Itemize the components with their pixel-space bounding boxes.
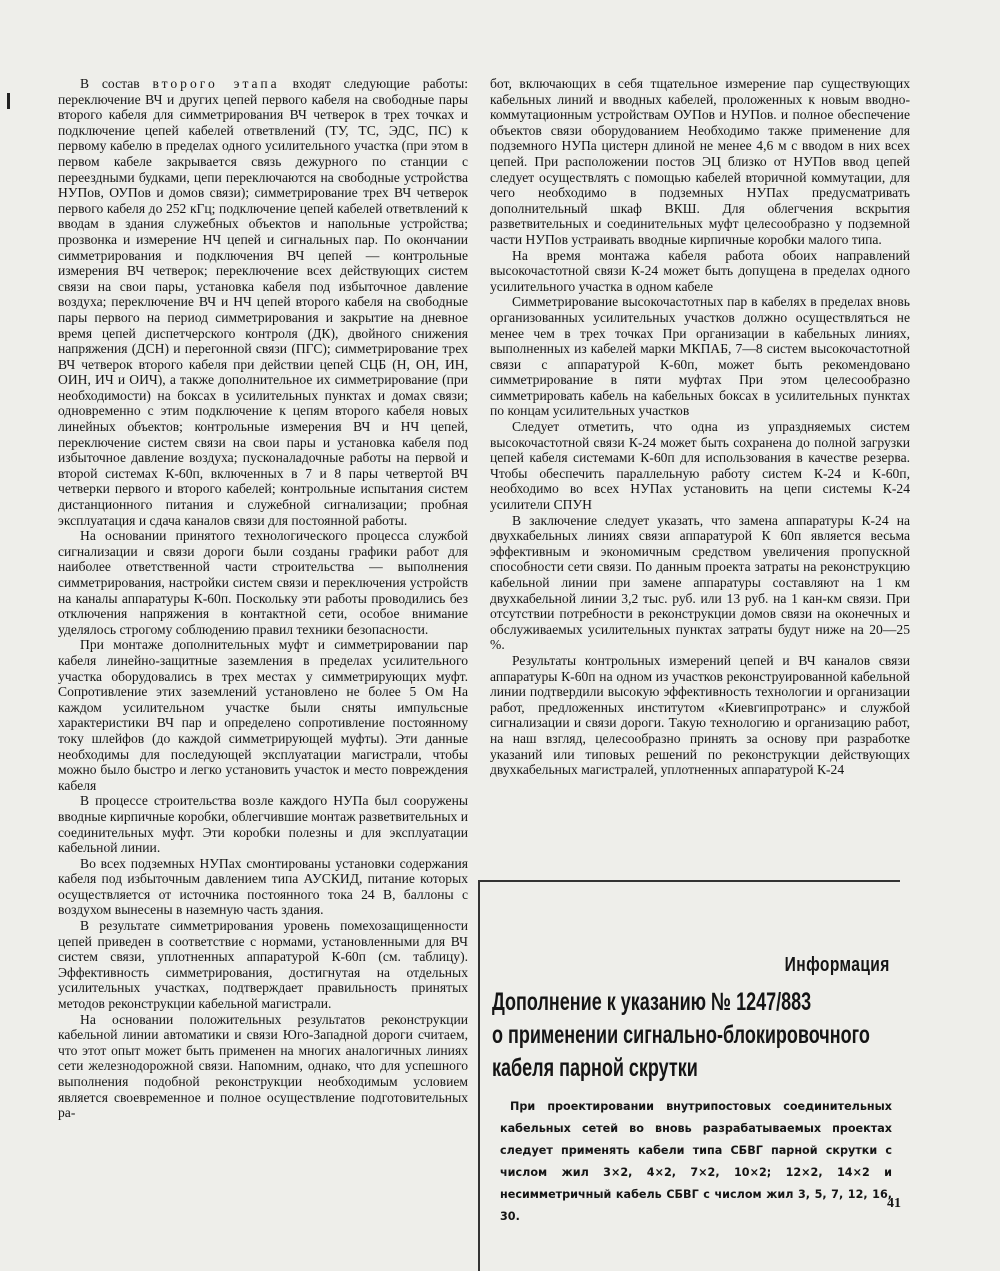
paragraph: Симметрирование высокочастотных пар в кабелях в пределах вновь организованных усилительных участков должно осуществляться не менее чем в трех точках При организации в кабельных линиях, выполненных из кабелей марки МКПАБ, 7—8 систем высокочастотной связи с аппаратурой К-60п, может быть рекомендовано симметрирование в пяти муфтах При этом целесообразно симметрировать кабель на кабельных боксах в усилительных пунктах по концам усилительных участков xyxy=(490,294,910,419)
emphasized-phrase: второго этапа xyxy=(152,76,280,91)
paragraph: В результате симметрирования уровень помехозащищенности цепей приведен в соответствие с нормами, установленными для ВЧ систем связи, уплотненных аппаратурой К-60п (см. таблицу). Эффективность симметрирования, достигнутая на отдельных усилительных участках, подтверждает правильность принятых методов реконструкции кабельной магистрали. xyxy=(58,918,468,1012)
paragraph: На основании положительных результатов реконструкции кабельной линии автоматики и связи Юго-Западной дороги считаем, что этот опыт может быть применен на многих аналогичных линиях сети железнодорожной связи. Напомним, однако, что для успешного выполнения подобной реконструкции необходимым условием является своевременное и полное осуществление подготовительных ра- xyxy=(58,1011,468,1121)
paragraph: Следует отметить, что одна из упраздняемых систем высокочастотной связи К-24 может быть сохранена до полной загрузки цепей кабеля системами К-60п для использования в качестве резерва. Чтобы обеспечить параллельную работу систем К-24 и К-60п, необходимо во всех НУПах установить на цепи системы К-24 усилители СПУН xyxy=(490,419,910,513)
info-headline xyxy=(492,986,895,1085)
paragraph: При монтаже дополнительных муфт и симметрировании пар кабеля линейно-защитные заземления в пределах усилительного участка оборудовались в трех местах у симметрирующих муфт. Сопротивление этих заземлений установлено не более 5 Ом На каждом усилительном участке были сняты импульсные характеристики ВЧ пар и определено сопротивление постоянному току шлейфов (до каждой симметрирующей муфты). Эти данные необходимы для последующей эксплуатации магистрали, чтобы можно было быстро и легко установить участок и место повреждения кабеля xyxy=(58,637,468,793)
paragraph: Результаты контрольных измерений цепей и ВЧ каналов связи аппаратуры К-60п на одном из участков реконструированной кабельной линии подтвердили высокую эффективность технологии и организации работ, предложенных институтом «Киевгипротранс» и службой сигнализации и связи дороги. Такую технологию и организацию работ, на наш взгляд, целесообразно принять за основу при разработке указаний или типовых решений по реконструкции действующих двухкабельных магистралей, уплотненных аппаратурой К-24 xyxy=(490,652,910,778)
headline-line: кабеля парной скрутки xyxy=(492,1054,698,1082)
article-column-left xyxy=(58,76,468,1121)
paragraph: бот, включающих в себя тщательное измерение пар существующих кабельных линий и вводных кабелей, проложенных к новым вводно-коммутационным устройствам ОУПов и НУПов. и полное обеспечение объектов связи оборудованием Необходимо также применение для подземного НУПа цистерн длиной не менее 4,6 м с вводом в них всех цепей. При расположении постов ЭЦ близко от НУПов ввод цепей следует осуществлять с помощью кабелей вторичной коммутации, для чего необходимо в подземных НУПах предусматривать дополнительный шкаф ВКШ. Для облегчения вскрытия разветвительных и соединительных муфт целесообразно у подземной части НУПов устраивать вводные кирпичные коробки малого типа. xyxy=(490,76,910,247)
page-number: 41 xyxy=(887,1196,901,1211)
paragraph: В процессе строительства возле каждого НУПа был сооружены вводные кирпичные коробки, облегчившие монтаж разветвительных и соединительных муфт. Эти коробки полезны и для эксплуатации кабельной линии. xyxy=(58,793,468,856)
paragraph: На основании принятого технологического процесса службой сигнализации и связи дороги были созданы графики работ для наиболее ответственной части строительства — выполнения симметрирования, настройки систем связи и переключения устройств на каналы аппаратуры К-60п. Поскольку эти работы проводились без отключения напряжения в контактной сети, особое внимание уделялось строгому соблюдению правил техники безопасности. xyxy=(58,528,468,637)
paragraph: В состав второго этапа входят следующие работы: переключение ВЧ и других цепей первого кабеля на свободные пары второго кабеля для симметрирования ВЧ четверок в трех точках и подключение цепей кабелей ответвлений (ТУ, ТС, ЭДС, ПС) к первому кабелю в пределах одного усилительного участка (при этом в первом кабеле закрывается связь дежурного по станции с переездными будками, цепи переключаются на свободные устройства НУПов, ОУПов и домов связи); симметрирование трех ВЧ четверок первого кабеля до 252 кГц; подключение цепей кабелей ответвлений к вводам в здания служебных объектов и напольные устройства; прозвонка и измерение НЧ цепей и сигнальных пар. По окончании симметрирования и подключения ВЧ цепей — контрольные измерения ВЧ четверок; переключение всех действующих систем связи на свои пары, установка кабеля под избыточное давление воздуха; переключение ВЧ и НЧ цепей второго кабеля на свободные пары первого на период симметрирования и закрытие на дневное время цепей диспетчерского контроля (ДК), двойного снижения напряжения (ДСН) и перегонной связи (ПГС); симметрирование трех ВЧ четверок второго кабеля при действии цепей СЦБ (Н, ОН, ИН, ОИН, ИЧ и ОИЧ), а также дополнительное их симметрирование (при необходимости) на боксах в усилительных пунктах и домах связи; одновременно с этим подключение к цепям второго кабеля новых линейных объектов; контрольные измерения ВЧ и НЧ цепей, переключение систем связи на свои пары и установка кабеля под избыточное давление воздуха; пусконаладочные работы на первой и второй системах К-60п, включенных в 7 и 8 пары четвертой ВЧ четверки первого и второго кабелей; контрольные испытания систем дистанционного питания и служебной сигнализации; пробная эксплуатация и сдача каналов связи для постоянной работы. xyxy=(58,76,468,528)
paragraph: Во всех подземных НУПах смонтированы установки содержания кабеля под избыточным давлением типа АУСКИД, питание которых осуществляется от источника постоянного тока 24 В, баллоны с воздухом вынесены в наземную часть здания. xyxy=(58,855,468,918)
paragraph: В заключение следует указать, что замена аппаратуры К-24 на двухкабельных линиях связи аппаратурой К 60п является весьма эффективным и экономичным средством увеличения пропускной способности сети связи. По данным проекта затраты на реконструкцию кабельной линии при замене аппаратуры составляют на 1 км двухкабельной линии 3,2 тыс. руб. или 13 руб. на 1 кан-км связи. При отсутствии потребности в реконструкции домов связи на оконечных и обслуживаемых усилительных пунктах затраты будут ниже на 20—25 %. xyxy=(490,512,910,653)
section-label: Информация xyxy=(784,954,890,976)
headline-line: о применении сигнально-блокировочного xyxy=(492,1021,870,1049)
paragraph: На время монтажа кабеля работа обоих направлений высокочастотной связи К-24 может быть допущена в пределах одного усилительного участка в одном кабеле xyxy=(490,247,910,294)
info-body-text: При проектировании внутрипостовых соединительных кабельных сетей во вновь разрабатываемых проектах следует применять кабели типа СБВГ парной скрутки с числом жил 3×2, 4×2, 7×2, 10×2; 12×2, 14×2 и несимметричный кабель СБВГ с числом жил 3, 5, 7, 12, 16, 30. xyxy=(500,1100,892,1223)
margin-mark xyxy=(7,93,10,109)
information-box xyxy=(478,880,900,1271)
article-column-right xyxy=(490,76,910,778)
headline-line: Дополнение к указанию № 1247/883 xyxy=(492,988,812,1016)
